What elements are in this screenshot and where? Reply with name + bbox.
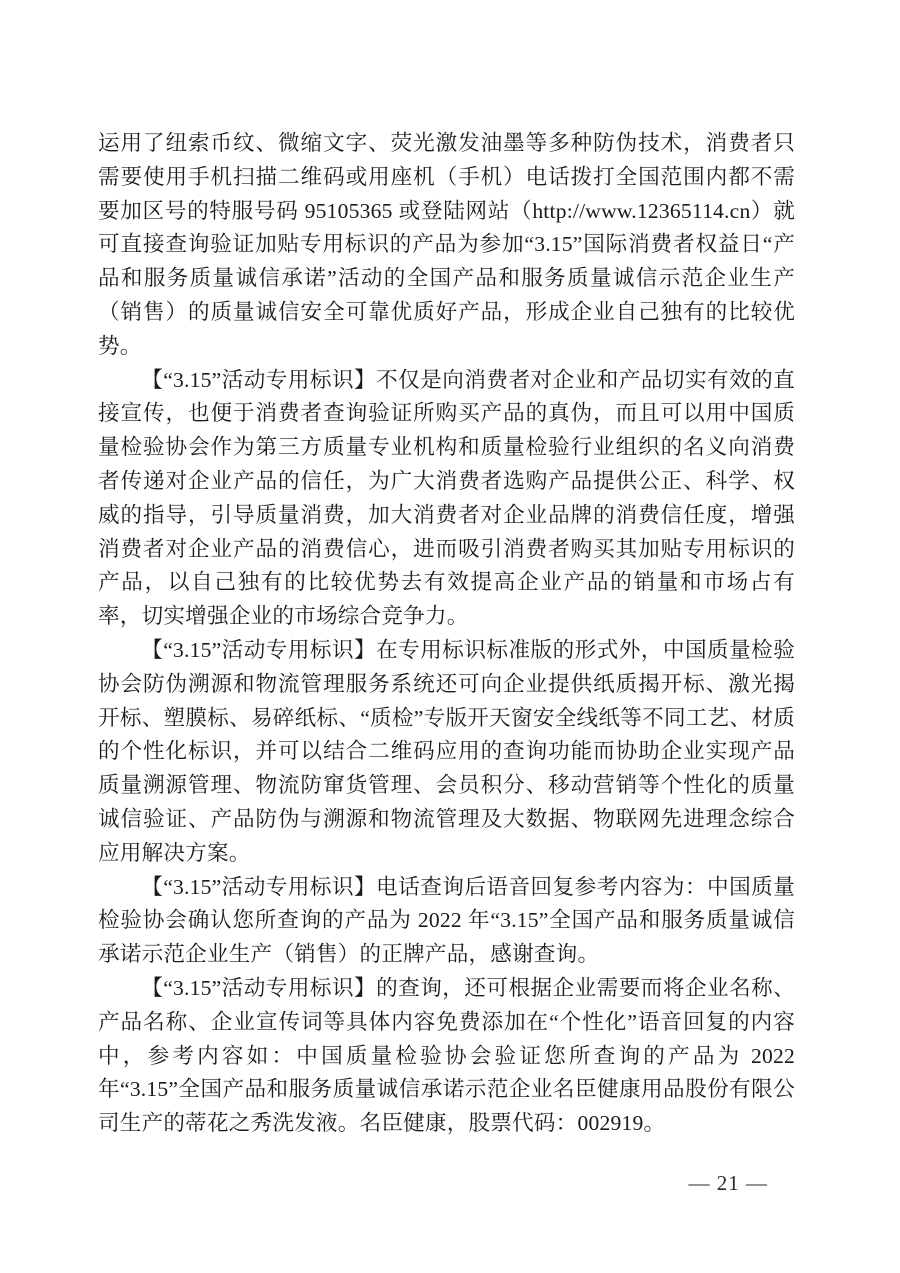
paragraph: 运用了纽索币纹、微缩文字、荧光激发油墨等多种防伪技术，消费者只需要使用手机扫描二维码或用座机（手机）电话拨打全国范围内都不需要加区号的特服号码 95105365 或登陆网站（http://www.12365114.cn）就可直接查询验证加贴专用标识的产品为参加“3.15”国际消费者权益日“产品和服务质量诚信承诺”活动的全国产品和服务质量诚信示范企业生产（销售）的质量诚信安全可靠优质好产品，形成企业自己独有的比较优势。 [98, 131, 795, 358]
page-footer [0, 1171, 768, 1196]
paragraph: 【“3.15”活动专用标识】电话查询后语音回复参考内容为：中国质量检验协会确认您所查询的产品为 2022 年“3.15”全国产品和服务质量诚信承诺示范企业生产（销售）的正牌产品，感谢查询。 [98, 874, 795, 967]
paragraph: 【“3.15”活动专用标识】不仅是向消费者对企业和产品切实有效的直接宣传，也便于消费者查询验证所购买产品的真伪，而且可以用中国质量检验协会作为第三方质量专业机构和质量检验行业组织的名义向消费者传递对企业产品的信任，为广大消费者选购产品提供公正、科学、权威的指导，引导质量消费，加大消费者对企业品牌的消费信任度，增强消费者对企业产品的消费信心，进而吸引消费者购买其加贴专用标识的产品，以自己独有的比较优势去有效提高企业产品的销量和市场占有率，切实增强企业的市场综合竞争力。 [98, 367, 795, 629]
paragraph: 【“3.15”活动专用标识】的查询，还可根据企业需要而将企业名称、产品名称、企业宣传词等具体内容免费添加在“个性化”语音回复的内容中，参考内容如：中国质量检验协会验证您所查询的产品为 2022 年“3.15”全国产品和服务质量诚信承诺示范企业名臣健康用品股份有限公司生产的蒂花之秀洗发液。名臣健康，股票代码：002919。 [98, 975, 795, 1136]
page-number: — 21 — [688, 1171, 768, 1195]
document-body [98, 127, 795, 1141]
paragraph: 【“3.15”活动专用标识】在专用标识标准版的形式外，中国质量检验协会防伪溯源和物流管理服务系统还可向企业提供纸质揭开标、激光揭开标、塑膜标、易碎纸标、“质检”专版开天窗安全线纸等不同工艺、材质的个性化标识，并可以结合二维码应用的查询功能而协助企业实现产品质量溯源管理、物流防窜货管理、会员积分、移动营销等个性化的质量诚信验证、产品防伪与溯源和物流管理及大数据、物联网先进理念综合应用解决方案。 [98, 637, 795, 865]
